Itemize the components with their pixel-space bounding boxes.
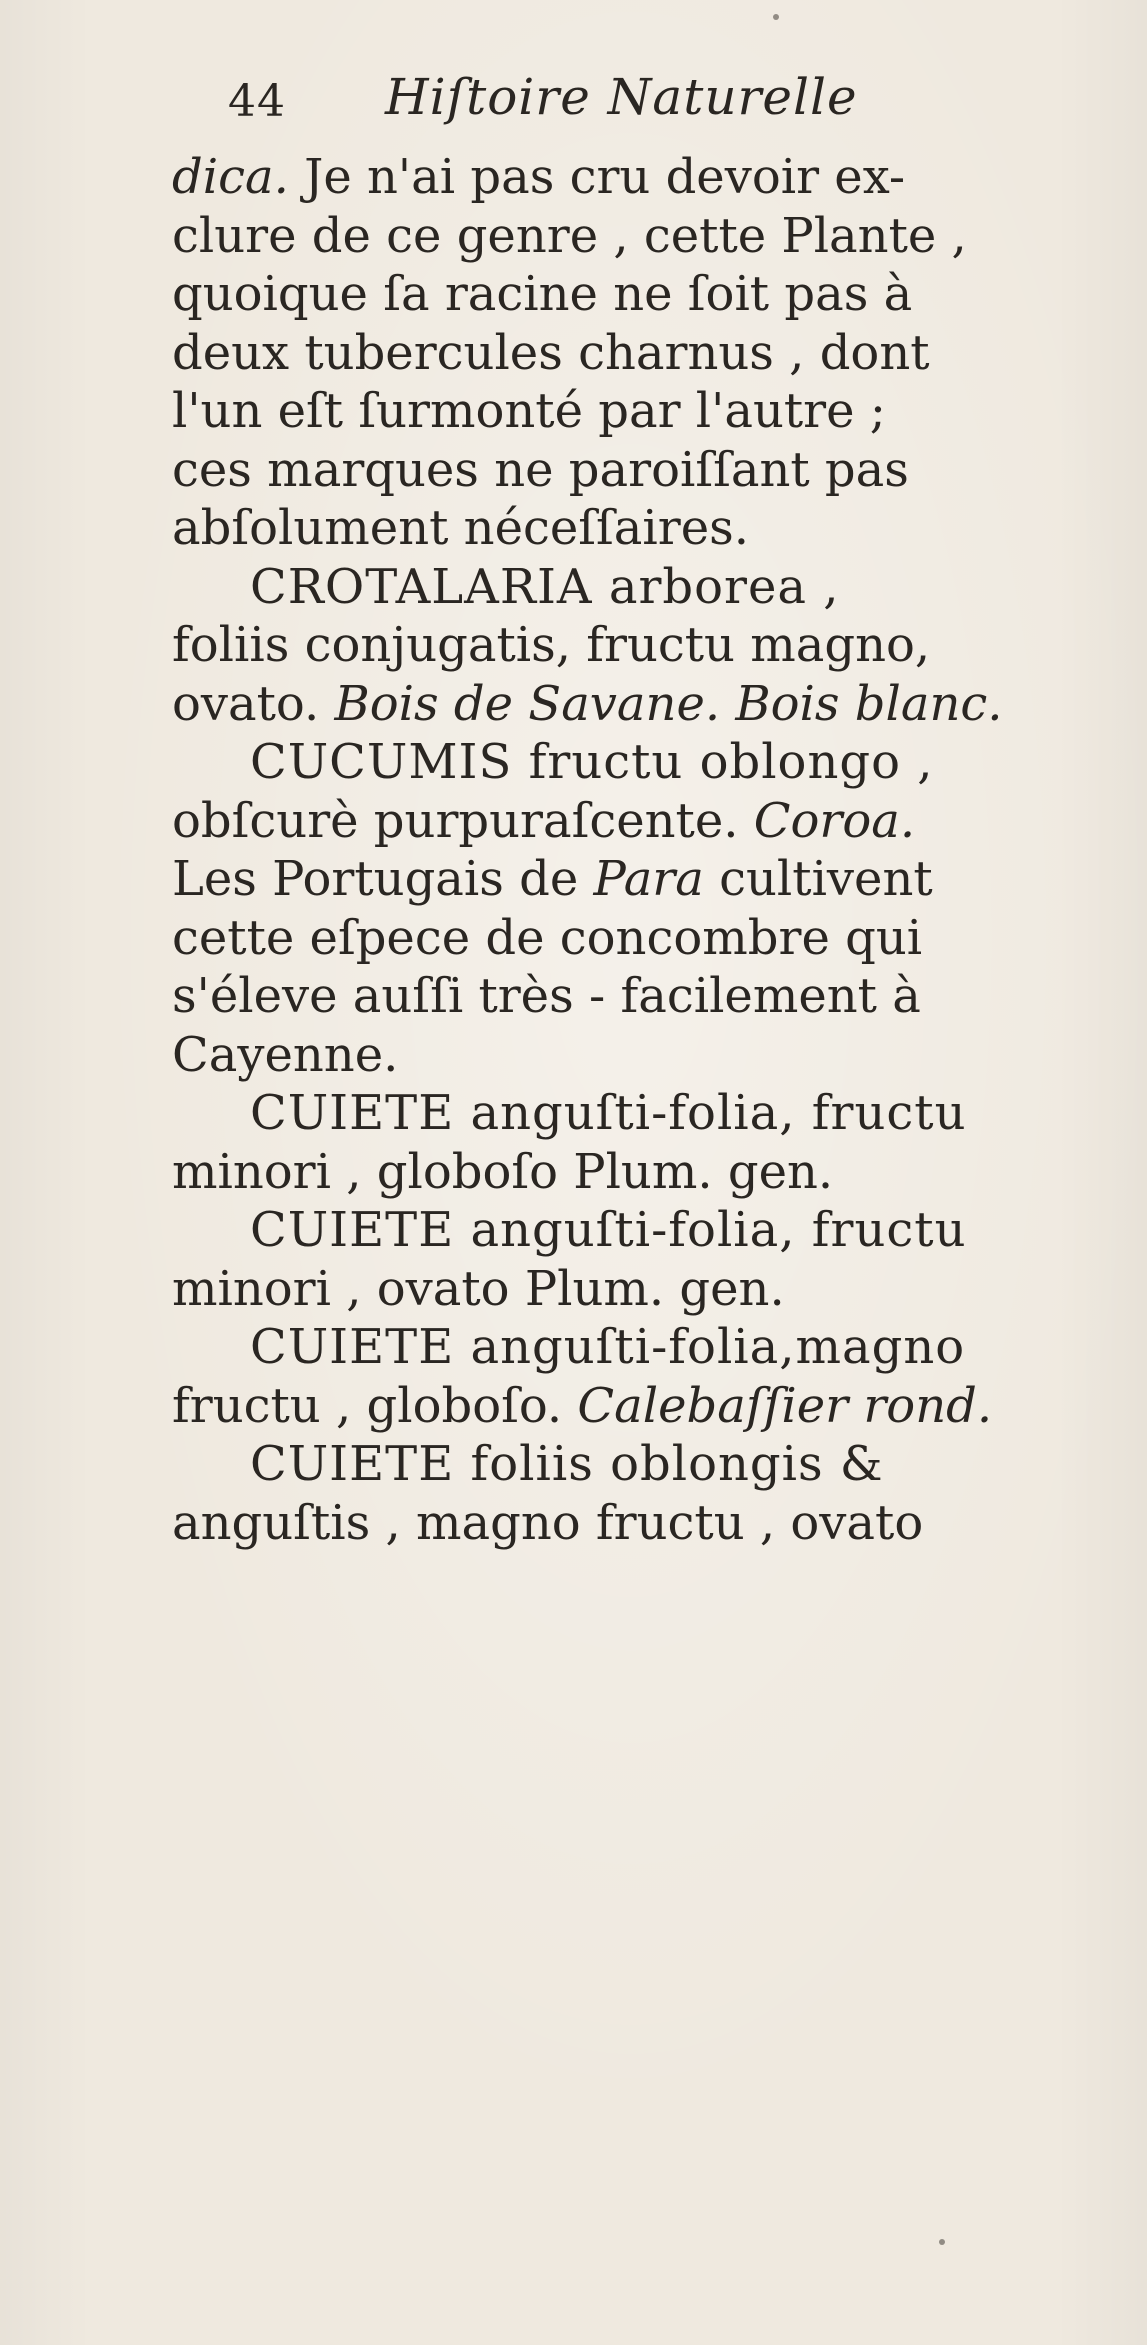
ink-speck (939, 2239, 945, 2245)
page-number: 44 (228, 76, 286, 127)
text-span: Je n'ai pas cru devoir ex- (288, 149, 906, 205)
text-line: cette eſpece de concombre qui (172, 909, 923, 966)
italic-word: dica. (172, 149, 289, 205)
text-line: foliis conjugatis, fructu magno, (172, 617, 931, 673)
text-span: fructu , globoſo. (172, 1377, 578, 1434)
page-header (0, 68, 1147, 138)
ink-speck (773, 14, 779, 20)
entry-heading-cuiete: CUIETE anguſti-folia, fructu (250, 1202, 967, 1258)
text-line: s'éleve auſſi très - facilement à (172, 968, 921, 1024)
text-line: clure de ce genre , cette Plante , (172, 207, 967, 264)
text-span: obſcurè purpuraſcente. (172, 792, 754, 849)
text-line: abſolument néceſſaires. (172, 500, 750, 556)
entry-heading-cuiete: CUIETE foliis oblongis & (250, 1436, 884, 1492)
text-span: cultivent (703, 851, 933, 907)
vernacular-name: Calebaſſier rond. (577, 1377, 993, 1434)
text-span: ovato. (172, 675, 335, 732)
text-line (172, 148, 1107, 207)
text-line: Cayenne. (172, 1026, 399, 1083)
text-line: l'un eſt ſurmonté par l'autre ; (172, 383, 886, 439)
text-line (172, 1377, 1107, 1436)
place-name: Para (593, 851, 704, 907)
text-line: ces marques ne paroiſſant pas (172, 441, 909, 498)
text-line: minori , ovato Plum. gen. (172, 1260, 785, 1317)
text-line (172, 792, 1107, 851)
vernacular-name: Coroa. (753, 792, 916, 849)
text-span: Les Portugais de (172, 851, 594, 907)
text-line: quoique ſa racine ne ſoit pas à (172, 266, 913, 322)
entry-heading-crotalaria: CROTALARIA arborea , (250, 558, 840, 615)
text-line: deux tubercules charnus , dont (172, 324, 930, 381)
entry-heading-cuiete: CUIETE anguſti-folia,magno (250, 1319, 966, 1375)
entry-heading-cuiete: CUIETE anguſti-folia, fructu (250, 1085, 967, 1141)
text-line (172, 850, 1107, 909)
text-line: anguſtis , magno fructu , ovato (172, 1494, 924, 1551)
text-line: minori , globoſo Plum. gen. (172, 1143, 834, 1200)
vernacular-name: Bois de Savane. Bois blanc. (334, 675, 1003, 732)
entry-heading-cucumis: CUCUMIS fructu oblongo , (250, 734, 934, 790)
running-title: Hiſtoire Naturelle (385, 68, 858, 126)
body-text (172, 148, 1107, 1552)
text-line (172, 675, 1107, 734)
